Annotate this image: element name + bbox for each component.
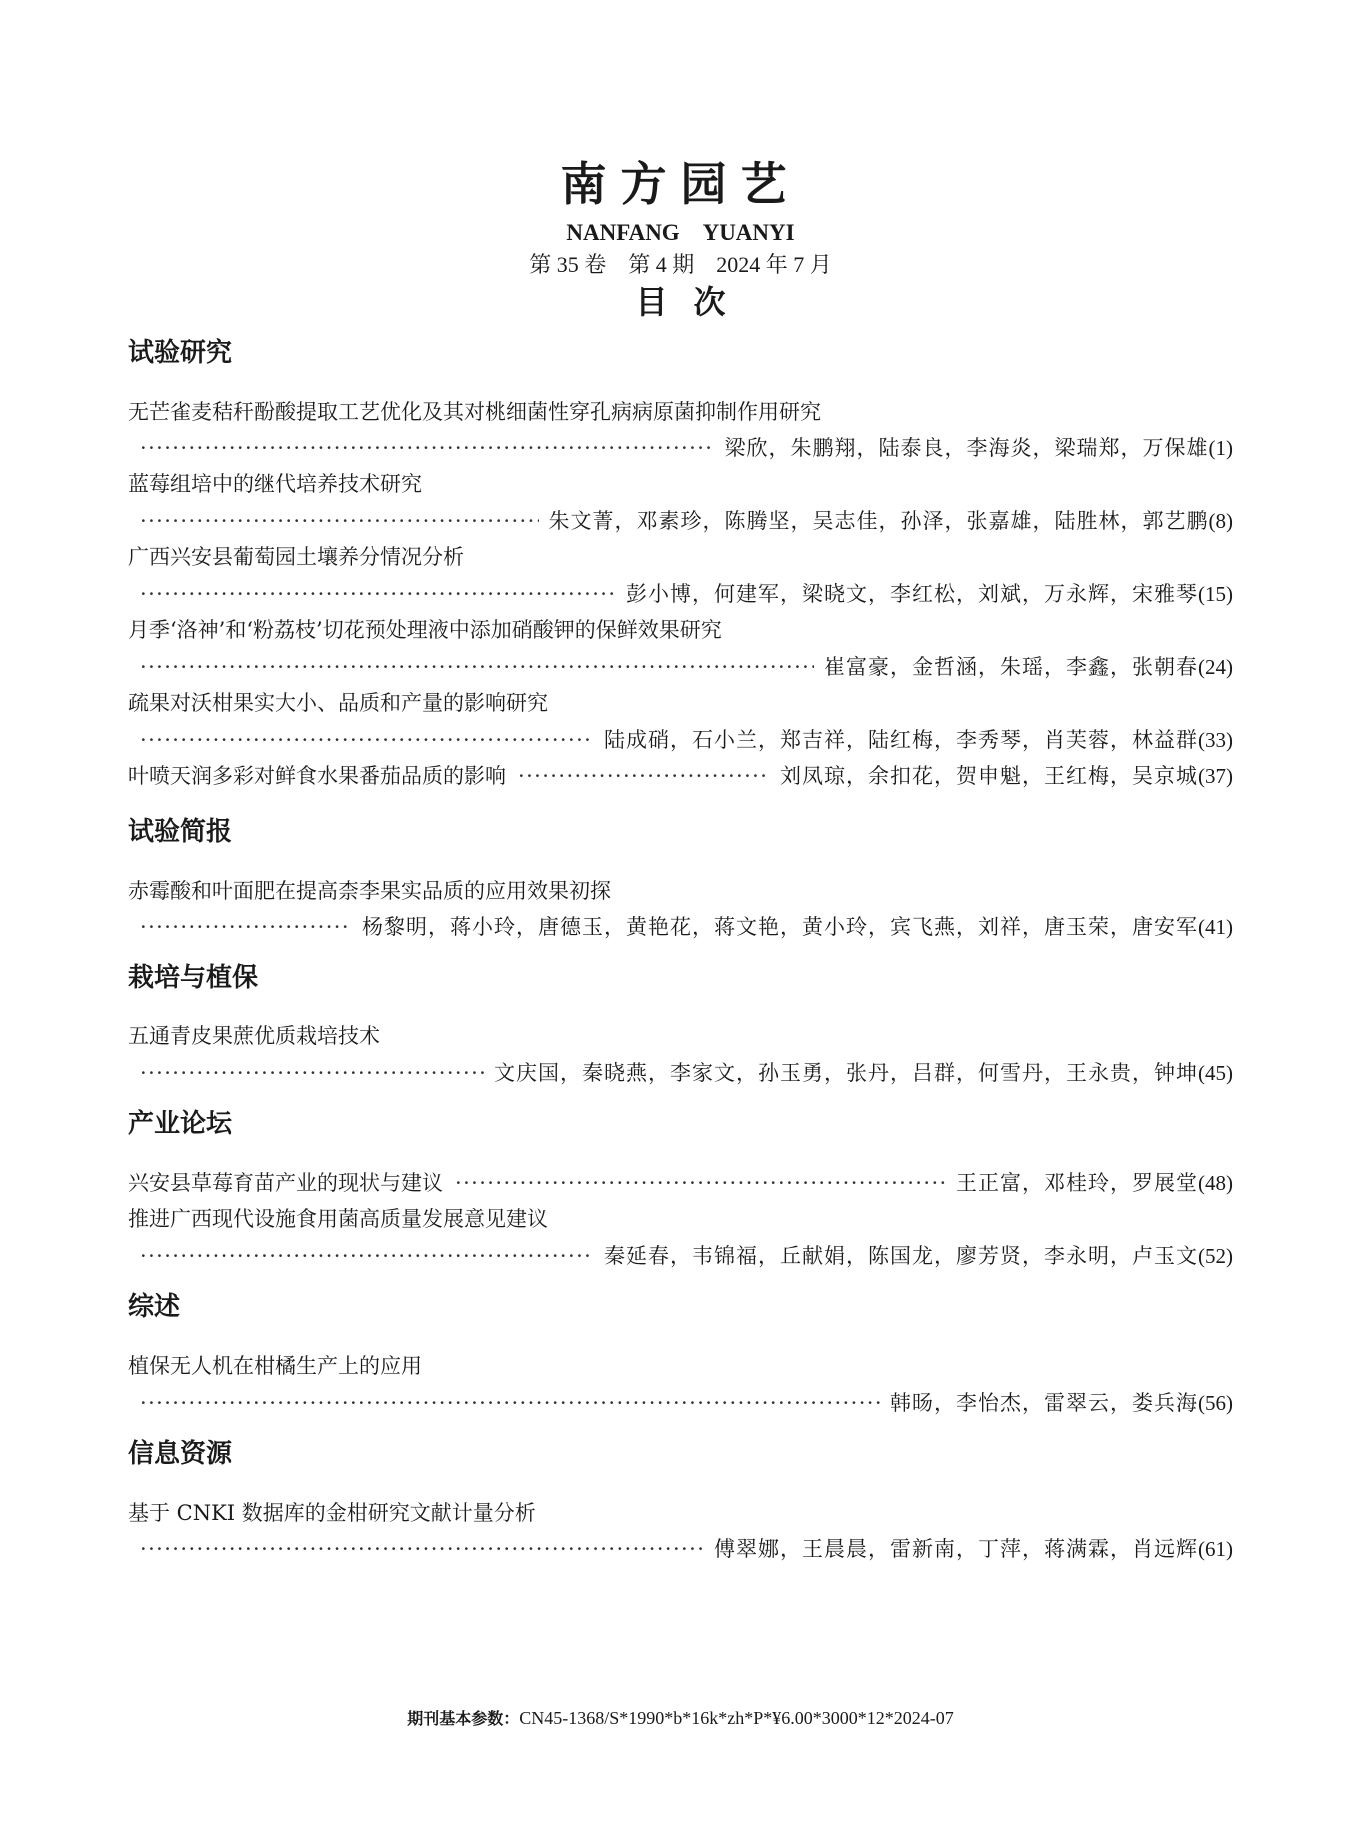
article-authors-line <box>128 580 1233 608</box>
journal-pinyin: NANFANG YUANYI <box>566 220 795 245</box>
article-authors: 韩旸，李怡杰，雷翠云，娄兵海 <box>890 1391 1198 1415</box>
article-page: (33) <box>1198 728 1233 752</box>
leader-dots <box>140 434 715 462</box>
leader-dots <box>140 580 616 608</box>
article-title[interactable]: 无芒雀麦秸秆酚酸提取工艺优化及其对桃细菌性穿孔病病原菌抑制作用研究 <box>128 400 821 424</box>
article-authors: 王正富，邓桂玲，罗展堂 <box>956 1171 1198 1195</box>
article-authors-line <box>128 507 1233 535</box>
article-authors-line <box>128 1535 1233 1563</box>
article-title[interactable]: 叶喷天润多彩对鲜食水果番茄品质的影响 <box>128 764 506 788</box>
article-authors: 杨黎明，蒋小玲，唐德玉，黄艳花，蒋文艳，黄小玲，宾飞燕，刘祥，唐玉荣，唐安军 <box>362 915 1198 939</box>
article-title[interactable]: 广西兴安县葡萄园土壤养分情况分析 <box>128 545 464 569</box>
section-heading-experimental-research: 试验研究 <box>128 338 233 368</box>
leader-dots <box>140 913 352 941</box>
article-authors: 陆成硝，石小兰，郑吉祥，陆红梅，李秀琴，肖芙蓉，林益群 <box>604 728 1198 752</box>
leader-dots <box>140 1242 594 1270</box>
article-page: (41) <box>1198 915 1233 939</box>
leader-dots <box>140 1389 880 1417</box>
issue-line: 第 35 卷 第 4 期 2024 年 7 月 <box>529 252 832 277</box>
section-heading-brief-reports: 试验简报 <box>128 817 233 847</box>
article-page: (8) <box>1208 509 1233 533</box>
article-title[interactable]: 月季‘洛神’和‘粉荔枝’切花预处理液中添加硝酸钾的保鲜效果研究 <box>128 618 722 642</box>
article-page: (24) <box>1198 655 1233 679</box>
section-heading-information-resources: 信息资源 <box>128 1439 233 1469</box>
section-heading-industry-forum: 产业论坛 <box>128 1109 233 1139</box>
article-authors-line <box>128 913 1233 941</box>
section-heading-cultivation-protection: 栽培与植保 <box>128 963 259 993</box>
article-page: (52) <box>1198 1244 1233 1268</box>
journal-parameters <box>0 1706 1361 1731</box>
article-authors: 崔富豪，金哲涵，朱瑶，李鑫，张朝春 <box>824 655 1198 679</box>
article-title[interactable]: 推进广西现代设施食用菌高质量发展意见建议 <box>128 1207 548 1231</box>
leader-dots <box>140 726 594 754</box>
article-authors-line <box>128 726 1233 754</box>
section-heading-review: 综述 <box>128 1292 181 1322</box>
article-page: (15) <box>1198 582 1233 606</box>
article-title[interactable]: 疏果对沃柑果实大小、品质和产量的影响研究 <box>128 691 548 715</box>
toc-title: 目次 <box>635 283 752 321</box>
article-authors: 傅翠娜，王晨晨，雷新南，丁萍，蒋满霖，肖远辉 <box>714 1537 1198 1561</box>
leader-dots <box>518 762 770 790</box>
journal-parameters-value: CN45-1368/S*1990*b*16k*zh*P*¥6.00*3000*12*2024-07 <box>519 1708 954 1728</box>
leader-dots <box>140 1535 704 1563</box>
article-title[interactable]: 五通青皮果蔗优质栽培技术 <box>128 1024 380 1048</box>
article-page: (56) <box>1198 1391 1233 1415</box>
article-inline-line <box>128 1169 1233 1197</box>
article-page: (37) <box>1198 764 1233 788</box>
article-authors-line <box>128 653 1233 681</box>
article-title[interactable]: 兴安县草莓育苗产业的现状与建议 <box>128 1171 443 1195</box>
article-authors-line <box>128 1389 1233 1417</box>
article-authors-line <box>128 1059 1233 1087</box>
article-title[interactable]: 赤霉酸和叶面肥在提高柰李果实品质的应用效果初探 <box>128 879 611 903</box>
article-authors: 秦延春，韦锦福，丘献娟，陈国龙，廖芳贤，李永明，卢玉文 <box>604 1244 1198 1268</box>
article-title[interactable]: 植保无人机在柑橘生产上的应用 <box>128 1354 422 1378</box>
leader-dots <box>140 1059 484 1087</box>
article-inline-line <box>128 762 1233 790</box>
leader-dots <box>455 1169 946 1197</box>
article-page: (1) <box>1208 436 1233 460</box>
article-authors: 刘凤琼，余扣花，贺申魁，王红梅，吴京城 <box>780 764 1198 788</box>
article-page: (48) <box>1198 1171 1233 1195</box>
article-authors: 梁欣，朱鹏翔，陆泰良，李海炎，梁瑞郑，万保雄 <box>724 436 1209 460</box>
article-page: (45) <box>1198 1061 1233 1085</box>
article-authors-line <box>128 1242 1233 1270</box>
article-authors: 朱文菁，邓素珍，陈腾坚，吴志佳，孙泽，张嘉雄，陆胜林，郭艺鹏 <box>548 509 1209 533</box>
article-title[interactable]: 基于 CNKI 数据库的金柑研究文献计量分析 <box>128 1501 536 1525</box>
article-authors: 文庆国，秦晓燕，李家文，孙玉勇，张丹，吕群，何雪丹，王永贵，钟坤 <box>494 1061 1198 1085</box>
article-authors-line <box>128 434 1233 462</box>
journal-title: 南方园艺 <box>560 157 801 211</box>
leader-dots <box>140 507 539 535</box>
article-page: (61) <box>1198 1537 1233 1561</box>
journal-parameters-label: 期刊基本参数： <box>407 1709 520 1728</box>
article-authors: 彭小博，何建军，梁晓文，李红松，刘斌，万永辉，宋雅琴 <box>626 582 1198 606</box>
article-title[interactable]: 蓝莓组培中的继代培养技术研究 <box>128 472 422 496</box>
leader-dots <box>140 653 814 681</box>
